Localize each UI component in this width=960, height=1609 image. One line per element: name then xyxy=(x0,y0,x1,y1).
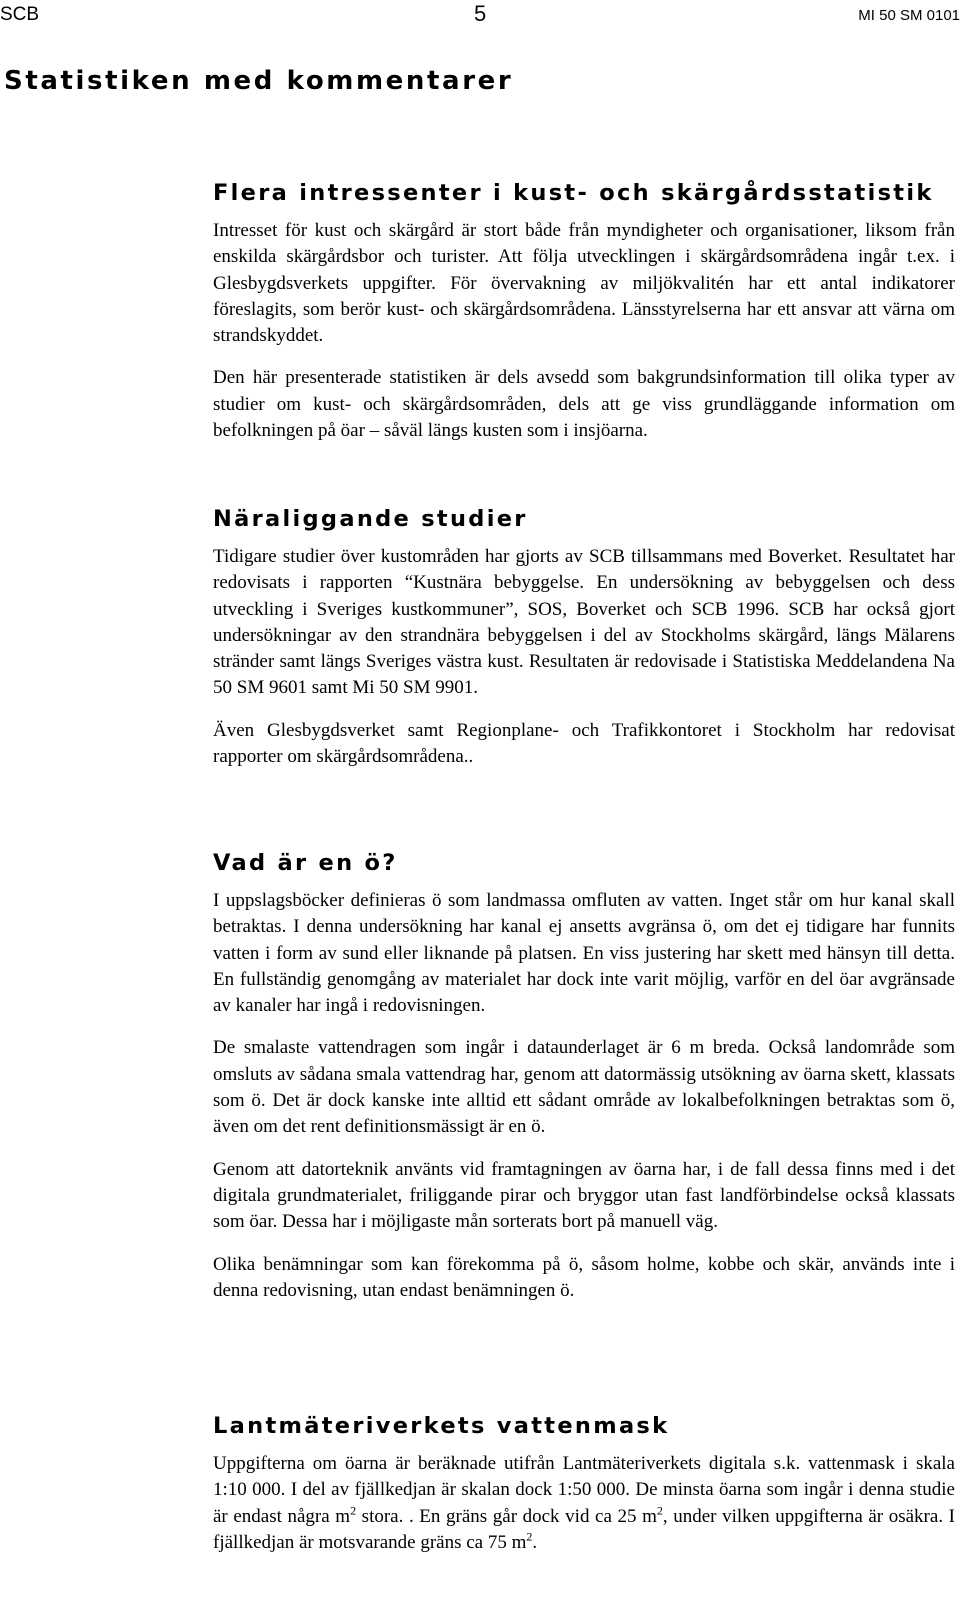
paragraph: Intresset för kust och skärgård är stort både från myndigheter och organisationer, liksom från enskilda skärgårdsbor och turister. Att följa utvecklingen i skärgårdsområdena ingår t.ex. i Glesbygdsverkets uppgifter. För övervakning av miljökvalitén har ett antal indikatorer föreslagits, som berör kust- och skärgårdsområdena. Länsstyrelserna har ett ansvar att värna om strandskyddet. xyxy=(213,220,955,347)
superscript: 2 xyxy=(656,1503,663,1518)
text-run: . xyxy=(532,1531,538,1553)
header-organization: SCB xyxy=(0,4,40,25)
page-title: Statistiken med kommentarer xyxy=(4,66,514,96)
paragraph: Även Glesbygdsverket samt Regionplane- och Trafikkontoret i Stockholm har redovisat rapporter om skärgårdsområdena.. xyxy=(213,719,955,768)
section-heading: Näraliggande studier xyxy=(213,506,528,532)
paragraph: De smalaste vattendragen som ingår i dataunderlaget är 6 m breda. Också landområde som omsluts av sådana smala vattendrag har, genom att datormässig utsökning av öarna skett, klassats som ö. Det är dock kanske inte alltid ett sådant område av lokalbefolkningen betraktas som ö, även om det rent definitionsmässigt är en ö. xyxy=(213,1037,955,1138)
section-naraliggande-studier xyxy=(213,502,955,786)
superscript: 2 xyxy=(526,1529,533,1544)
text-run: , under vilken uppgifterna är osäkra. I fjällkedjan är motsvarande gräns ca 75 m xyxy=(213,1505,955,1553)
paragraph: I uppslagsböcker definieras ö som landmassa omfluten av vatten. Inget står om hur kanal skall betraktas. I denna undersökning har kanal ej ansetts avgränsa ö, om det ej tidigare har funnits vatten i form av sund eller liknande på platsen. En viss justering har skett med hänsyn till detta. En fullständig genomgång av materialet har dock inte varit möjlig, varför en del öar avgränsade av kanaler har ingå i redovisningen. xyxy=(213,890,955,1017)
section-vattenmask xyxy=(213,1409,955,1572)
paragraph: Olika benämningar som kan förekomma på ö, såsom holme, kobbe och skär, används inte i denna redovisning, utan endast benämningen ö. xyxy=(213,1253,955,1301)
page-number: 5 xyxy=(474,1,487,26)
paragraph xyxy=(213,1451,955,1556)
header-report-code: MI 50 SM 0101 xyxy=(858,7,960,24)
paragraph: Den här presenterade statistiken är dels avsedd som bakgrundsinformation till olika typer av studier om kust- och skärgårdsområden, dels att ge viss grundläggande information om befolkningen på öar – såväl längs kusten som i insjöarna. xyxy=(213,367,955,442)
text-run: stora. . En gräns går dock vid ca 25 m xyxy=(356,1505,657,1527)
section-heading: Lantmäteriverkets vattenmask xyxy=(213,1413,670,1439)
paragraph: Tidigare studier över kustområden har gjorts av SCB tillsammans med Boverket. Resultatet har redovisats i rapporten “Kustnära bebyggelse. En undersökning av bebyggelsen och dess utveckling i Sveriges kustkommuner”, SOS, Boverket och SCB 1996. SCB har också gjort undersökningar av den strandnära bebyggelsen i del av Stockholms skärgård, längs Mälarens stränder samt längs Sveriges västra kust. Resultaten är redovisade i Statistiska Meddelandena Na 50 SM 9601 samt Mi 50 SM 9901. xyxy=(213,546,955,699)
superscript: 2 xyxy=(350,1503,357,1518)
paragraph: Genom att datorteknik använts vid framtagningen av öarna har, i de fall dessa finns med i det digitala grundmaterialet, friliggande pirar och bryggor utan fast landförbindelse också klassats som öar. Dessa har i möjligaste mån sorterats bort på manuell väg. xyxy=(213,1158,955,1233)
text-run: Uppgifterna om öarna är beräknade utifrån Lantmäteriverkets digitala s.k. vattenmask i skala 1:10 000. I del av fjällkedjan är skalan dock 1:50 000. De minsta öarna som ingår i denna studie är endast några m xyxy=(213,1453,955,1527)
section-heading: Vad är en ö? xyxy=(213,850,398,876)
section-heading: Flera intressenter i kust- och skärgårdsstatistik xyxy=(213,180,934,206)
section-intressenter xyxy=(213,176,955,460)
section-vad-ar-en-o xyxy=(213,846,955,1320)
